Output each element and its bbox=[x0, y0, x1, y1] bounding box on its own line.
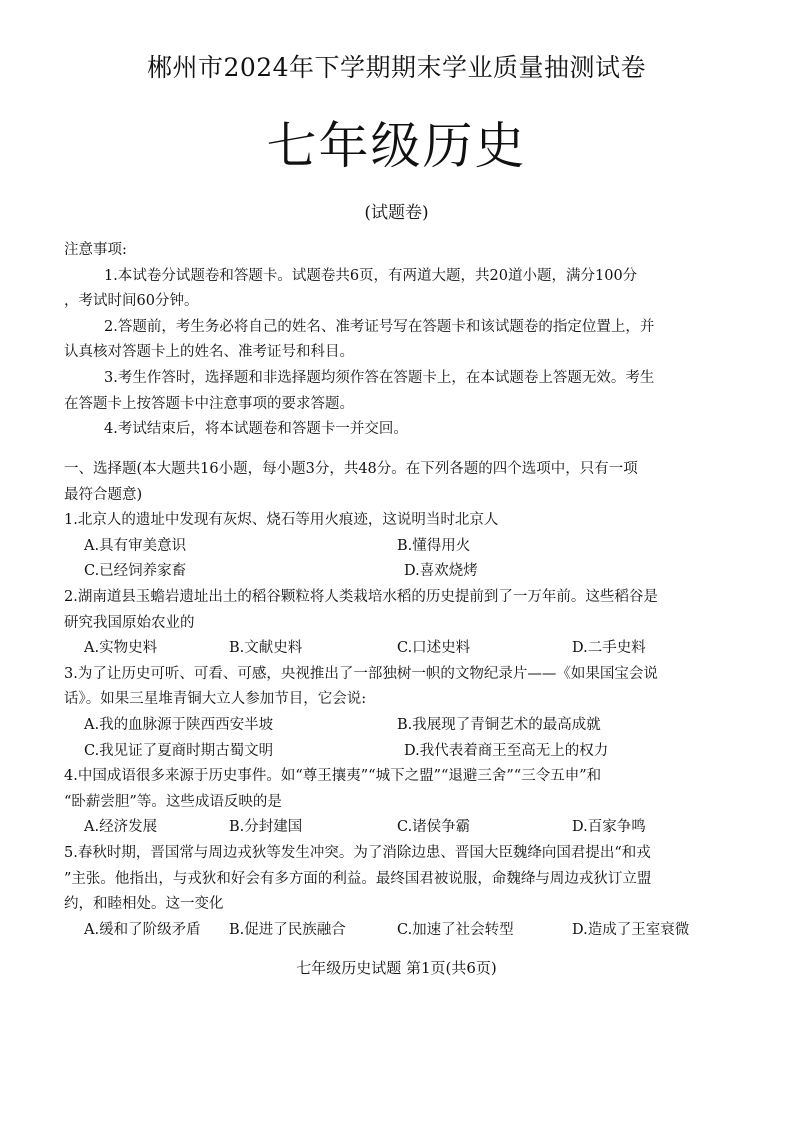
question-5-stem-line-1: 5.春秋时期，晋国常与周边戎狄等发生冲突。为了消除边患、晋国大臣魏绛向国君提出“和戎 bbox=[64, 844, 651, 861]
section-heading-line-2: 最符合题意) bbox=[64, 486, 143, 503]
instruction-2-line-2: 认真核对答题卡上的姓名、准考证号和科目。 bbox=[64, 344, 354, 361]
question-1-stem: 1.北京人的遗址中发现有灰烬、烧石等用火痕迹，这说明当时北京人 bbox=[64, 512, 499, 529]
question-5-stem-line-2: ”主张。他指出，与戎狄和好会有多方面的利益。最终国君被说服，命魏绛与周边戎狄订立盟 bbox=[64, 870, 652, 887]
question-5-stem-line-3: 约，和睦相处。这一变化 bbox=[64, 896, 224, 913]
question-4-options bbox=[64, 815, 730, 841]
question-1-options-row-2 bbox=[64, 559, 730, 585]
question-2-option-c: C.口述史料 bbox=[397, 640, 471, 657]
section-heading-line-1: 一、选择题(本大题共16小题，每小题3分，共48分。在下列各题的四个选项中，只有一项 bbox=[64, 461, 638, 477]
instruction-1-line-1: 1.本试卷分试题卷和答题卡。试题卷共6页，有两道大题，共20道小题，满分100分 bbox=[104, 267, 638, 284]
question-1-option-d: D.喜欢烧烤 bbox=[404, 563, 478, 580]
question-5-option-b: B.促进了民族融合 bbox=[229, 921, 346, 938]
question-3-options-row-2 bbox=[64, 739, 730, 765]
question-3-option-a: A.我的血脉源于陕西西安半坡 bbox=[84, 716, 274, 733]
question-4-option-b: B.分封建国 bbox=[229, 819, 303, 836]
question-4-option-d: D.百家争鸣 bbox=[572, 819, 646, 836]
question-4-option-a: A.经济发展 bbox=[84, 819, 158, 836]
question-5-option-d: D.造成了王室衰微 bbox=[572, 921, 690, 938]
question-5-option-c: C.加速了社会转型 bbox=[397, 921, 514, 938]
question-4-stem-line-2: “卧薪尝胆”等。这些成语反映的是 bbox=[64, 793, 282, 810]
question-5-option-a: A.缓和了阶级矛盾 bbox=[84, 921, 201, 938]
question-2-option-d: D.二手史料 bbox=[572, 640, 646, 657]
question-1-option-b: B.懂得用火 bbox=[397, 537, 471, 554]
instructions-block bbox=[64, 238, 730, 443]
question-2-option-b: B.文献史料 bbox=[229, 640, 303, 657]
question-2-options bbox=[64, 636, 730, 662]
instruction-2-line-1: 2.答题前，考生务必将自己的姓名、准考证号写在答题卡和该试题卷的指定位置上，并 bbox=[104, 318, 655, 335]
question-3-option-b: B.我展现了青铜艺术的最高成就 bbox=[397, 716, 601, 733]
question-3-stem-line-1: 3.为了让历史可听、可看、可感，央视推出了一部独树一帜的文物纪录片——《如果国宝会说 bbox=[64, 665, 658, 682]
question-3-options-row-1 bbox=[64, 713, 730, 739]
instruction-3-line-2: 在答题卡上按答题卡中注意事项的要求答题。 bbox=[64, 395, 354, 412]
page-footer: 七年级历史试题 第1页(共6页) bbox=[296, 959, 497, 977]
instructions-heading: 注意事项: bbox=[64, 242, 127, 258]
choice-section bbox=[64, 457, 730, 943]
question-4-stem-line-1: 4.中国成语很多来源于历史事件。如“尊王攘夷”“城下之盟”“退避三舍”“三令五申”和 bbox=[64, 768, 602, 785]
paper-type-label: (试题卷) bbox=[364, 203, 429, 223]
question-3-option-c: C.我见证了夏商时期古蜀文明 bbox=[84, 742, 274, 759]
question-4-option-c: C.诸侯争霸 bbox=[397, 819, 471, 836]
question-2-stem-line-1: 2.湖南道县玉蟾岩遗址出土的稻谷颗粒将人类栽培水稻的历史提前到了一万年前。这些稻谷是 bbox=[64, 588, 658, 605]
instruction-4-line-1: 4.考试结束后，将本试题卷和答题卡一并交回。 bbox=[104, 421, 408, 438]
question-5-options bbox=[64, 918, 730, 944]
question-3-stem-line-2: 话》。如果三星堆青铜大立人参加节目，它会说: bbox=[64, 691, 367, 708]
question-1-options-row-1 bbox=[64, 534, 730, 560]
question-1-option-c: C.已经饲养家畜 bbox=[84, 563, 187, 580]
question-2-stem-line-2: 研究我国原始农业的 bbox=[64, 614, 195, 631]
question-2-option-a: A.实物史料 bbox=[84, 640, 158, 657]
question-1-option-a: A.具有审美意识 bbox=[84, 537, 187, 554]
subject-title: 七年级历史 bbox=[266, 117, 527, 175]
instruction-3-line-1: 3.考生作答时，选择题和非选择题均须作答在答题卡上，在本试题卷上答题无效。考生 bbox=[104, 369, 655, 386]
exam-title: 郴州市2024年下学期期末学业质量抽测试卷 bbox=[146, 53, 647, 82]
instruction-1-line-2: ，考试时间60分钟。 bbox=[64, 293, 199, 310]
question-3-option-d: D.我代表着商王至高无上的权力 bbox=[404, 742, 609, 759]
